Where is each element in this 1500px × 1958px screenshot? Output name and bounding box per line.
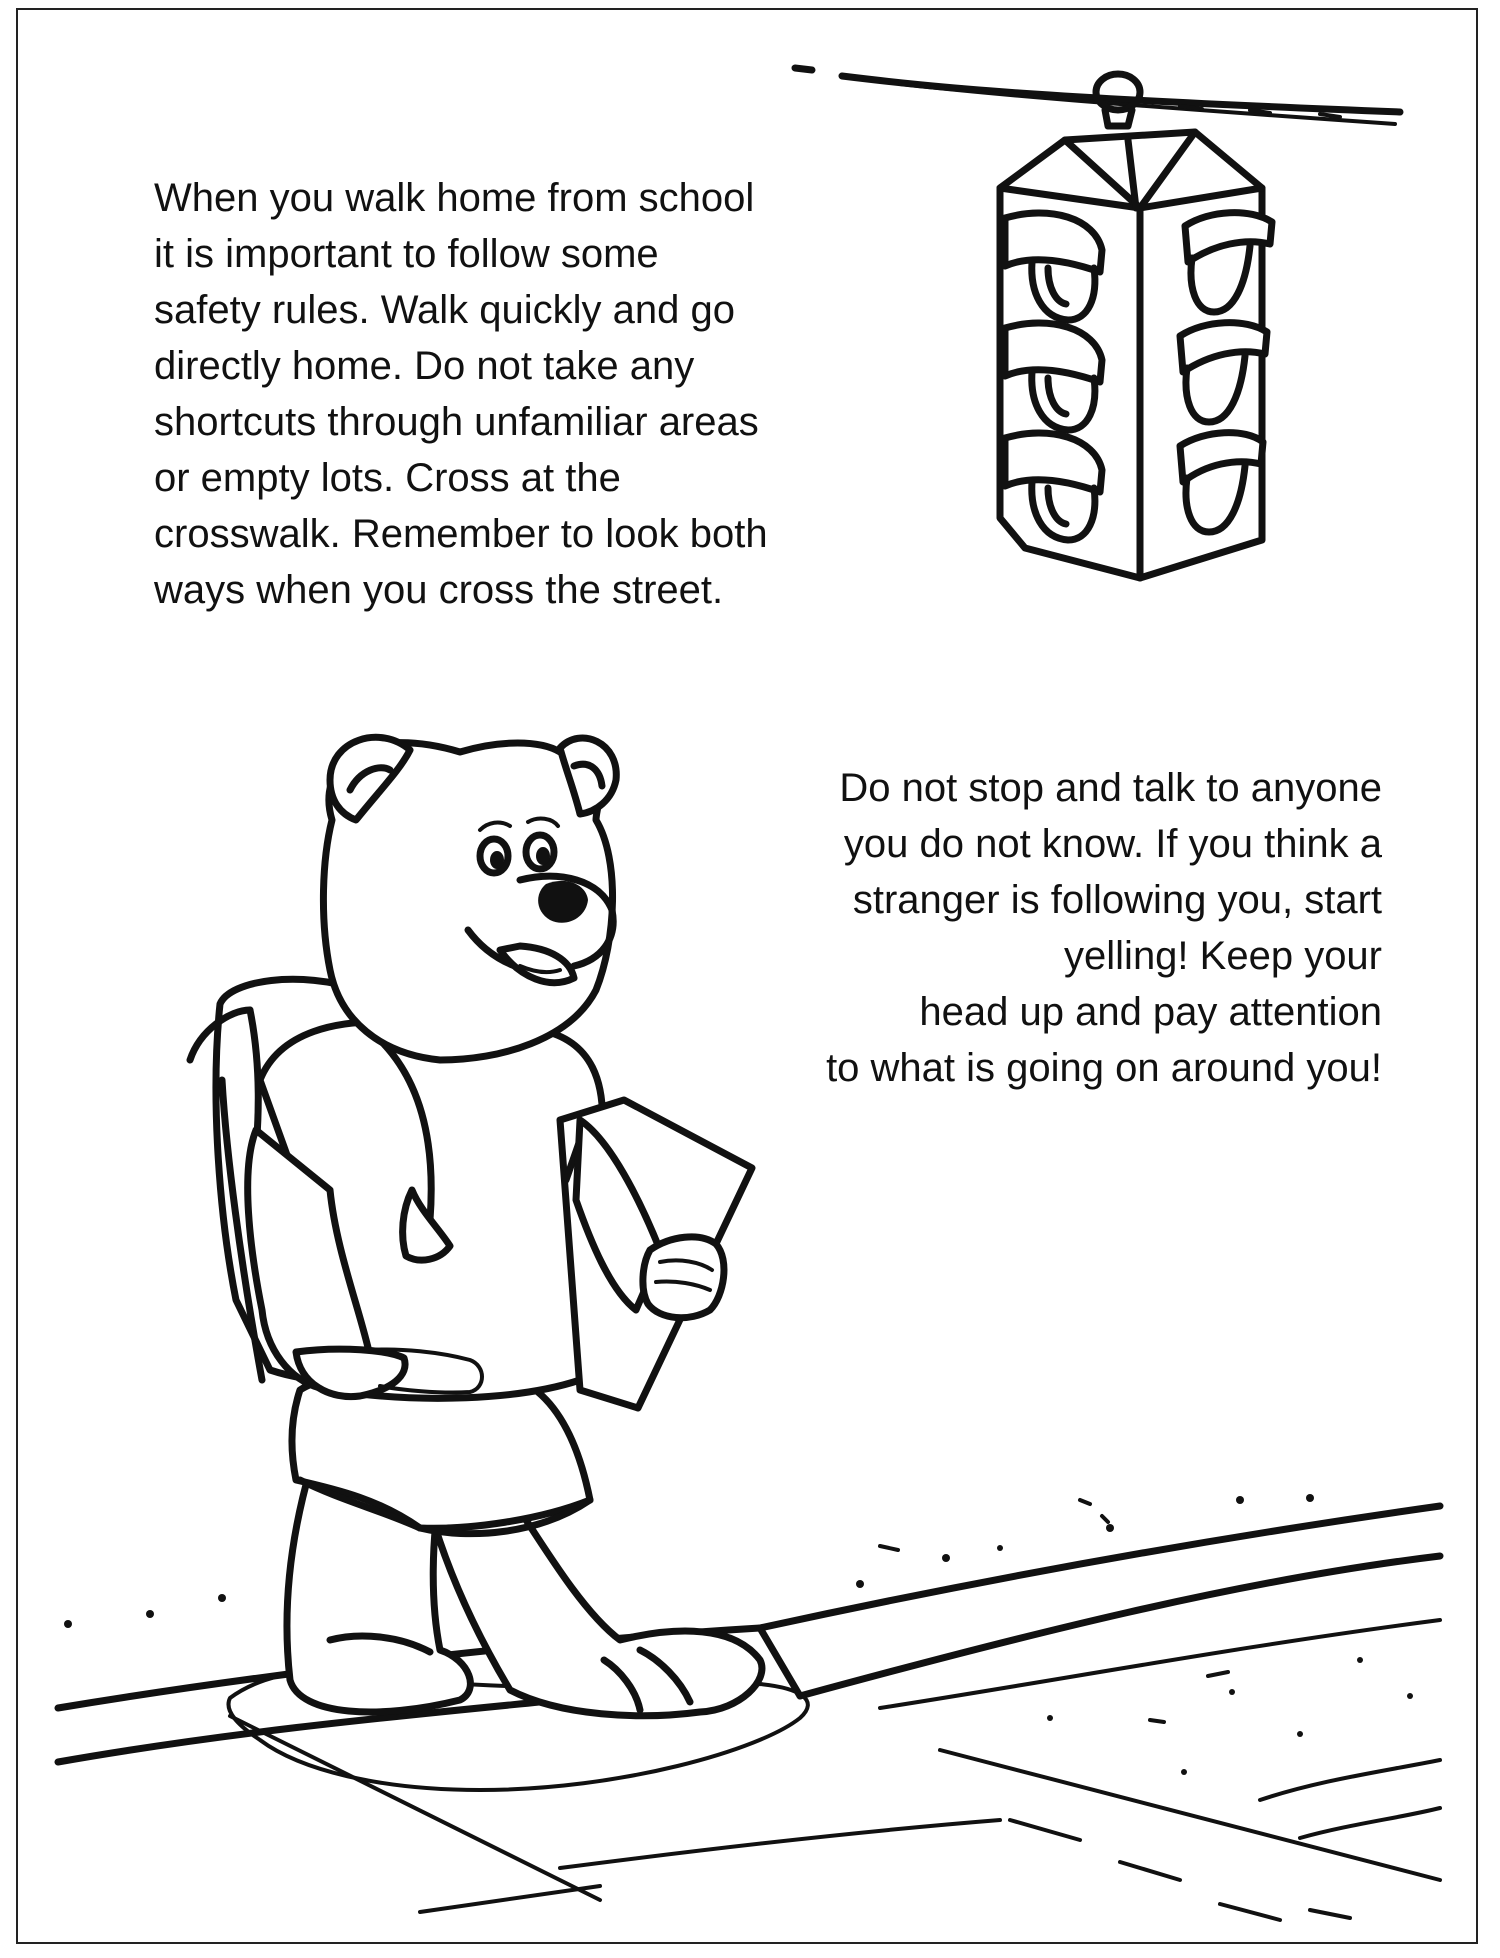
paragraph-line: shortcuts through unfamiliar areas [154,400,759,444]
bear-character-icon [190,737,808,1790]
paragraph-line: or empty lots. Cross at the [154,456,621,500]
paragraph-line: it is important to follow some [154,232,659,276]
paragraph-line: crosswalk. Remember to look both [154,512,768,556]
paragraph-line: head up and pay attention [919,990,1382,1034]
traffic-light-icon [795,68,1400,578]
stranger-safety-paragraph [826,760,1382,1096]
crosswalk-icon [58,1494,1440,1920]
paragraph-line: you do not know. If you think a [843,822,1382,866]
paragraph-line: to what is going on around you! [826,1046,1382,1090]
safety-rules-paragraph [154,170,768,618]
paragraph-line: ways when you cross the street. [154,568,724,612]
paragraph-line: Do not stop and talk to anyone [839,766,1382,810]
paragraph-line: yelling! Keep your [1064,934,1382,978]
paragraph-line: directly home. Do not take any [154,344,695,388]
paragraph-line: stranger is following you, start [852,878,1382,922]
paragraph-line: safety rules. Walk quickly and go [154,288,735,332]
paragraph-line: When you walk home from school [154,176,755,220]
